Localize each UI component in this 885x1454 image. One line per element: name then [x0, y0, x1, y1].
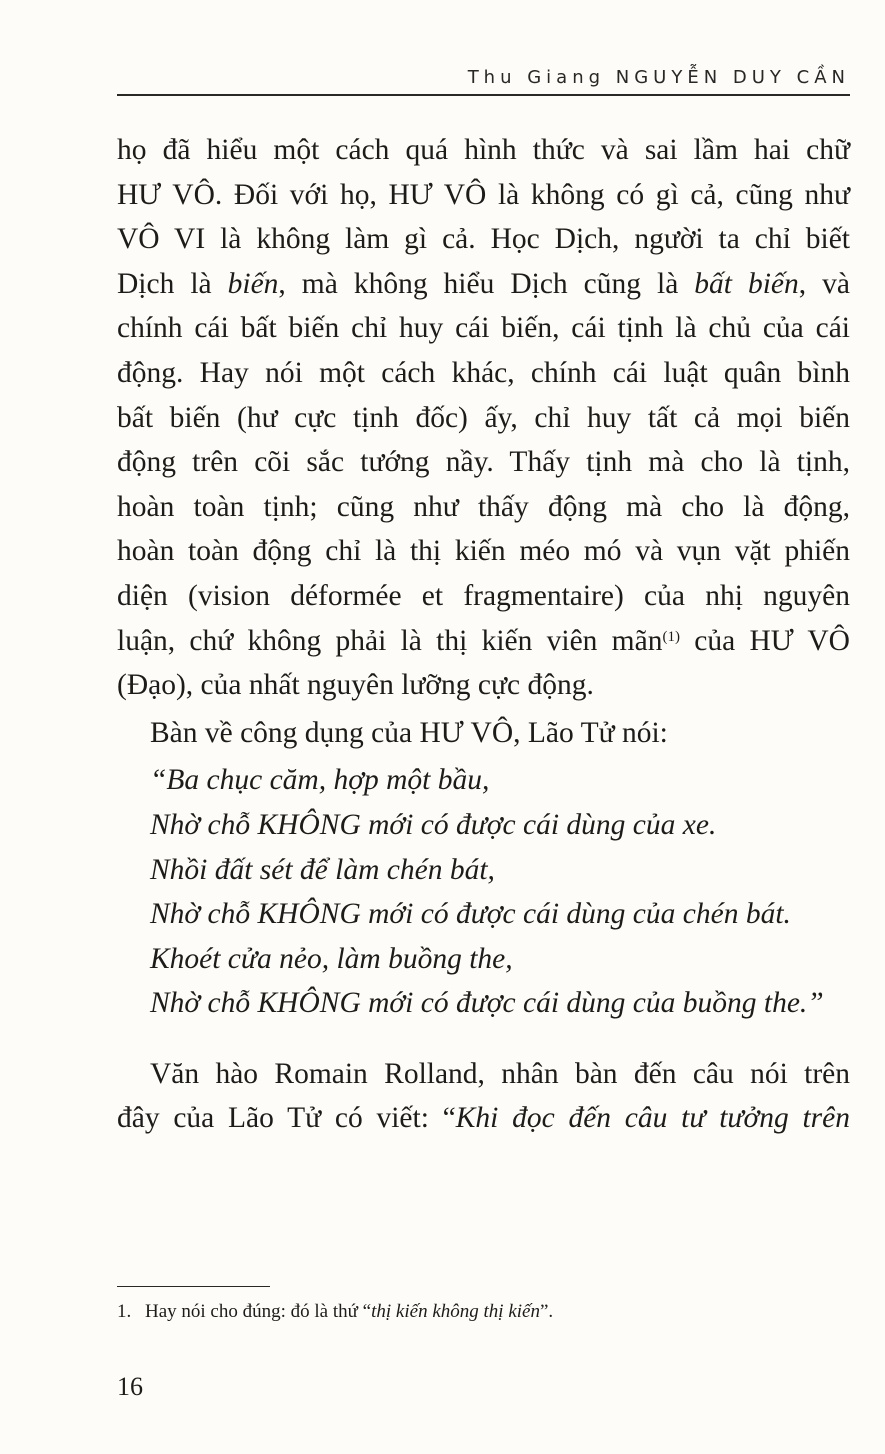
- text-segment: , mà không hiểu Dịch cũng là: [278, 267, 695, 300]
- text-line: [117, 173, 850, 218]
- text-segment: Bàn về công dụng của HƯ VÔ, Lão Tử nói:: [149, 716, 668, 749]
- text-line: [117, 217, 850, 262]
- text-segment: động trên cõi sắc tướng nầy. Thấy tịnh mà cho là tịnh,: [117, 446, 850, 479]
- poem-quote: [117, 758, 850, 1026]
- text-segment: HƯ VÔ. Đối với họ, HƯ VÔ là không có gì cả, cũng như: [117, 178, 850, 211]
- italic-text: Khoét cửa nẻo, làm buồng the,: [149, 942, 513, 975]
- text-segment: VÔ VI là không làm gì cả. Học Dịch, người ta chỉ biết: [117, 223, 850, 256]
- text-segment: bất biến (hư cực tịnh đốc) ấy, chỉ huy tất cả mọi biến: [117, 401, 850, 434]
- text-line: [148, 803, 850, 848]
- text-segment: động. Hay nói một cách khác, chính cái luật quân bình: [117, 356, 850, 389]
- text-segment: của HƯ VÔ: [679, 624, 850, 657]
- text-line: [148, 1052, 850, 1097]
- text-line: [148, 711, 850, 756]
- italic-text: Nhờ chỗ KHÔNG mới có được cái dùng của buồng the.”: [149, 987, 824, 1020]
- text-line: [117, 306, 850, 351]
- text-line: [117, 128, 850, 173]
- text-segment: , và: [798, 267, 850, 300]
- text-segment: (Đạo), của nhất nguyên lưỡng cực động.: [117, 669, 594, 702]
- text-segment: họ đã hiểu một cách quá hình thức và sai lầm hai chữ: [117, 134, 850, 166]
- running-header: [117, 52, 850, 96]
- footnote-italic-text: thị kiến không thị kiến: [371, 1301, 540, 1322]
- text-line: [117, 663, 850, 708]
- text-line: [117, 262, 850, 307]
- text-line: [117, 1096, 850, 1141]
- text-segment: đây của Lão Tử có viết: “: [117, 1102, 456, 1135]
- text-line: [148, 892, 850, 937]
- body-text: [117, 128, 850, 1141]
- running-head-text: Thu Giang NGUYỄN DUY CẦN: [467, 67, 850, 88]
- italic-text: Nhờ chỗ KHÔNG mới có được cái dùng của xe.: [149, 808, 717, 841]
- text-line: [117, 396, 850, 441]
- text-line: [148, 758, 850, 803]
- text-line: [117, 351, 850, 396]
- footnote-text-end: ”.: [539, 1301, 554, 1322]
- text-line: [148, 981, 850, 1026]
- paragraph: [117, 128, 850, 708]
- text-segment: Dịch là: [117, 267, 228, 300]
- text-segment: hoàn toàn tịnh; cũng như thấy động mà cho là động,: [117, 490, 850, 523]
- italic-text: bất biến: [694, 267, 799, 300]
- page-number: 16: [117, 1372, 143, 1401]
- text-line: [117, 485, 850, 530]
- text-line: [117, 529, 850, 574]
- text-segment: diện (vision déformée et fragmentaire) của nhị nguyên: [117, 579, 850, 612]
- text-line: [117, 574, 850, 619]
- italic-text: Nhờ chỗ KHÔNG mới có được cái dùng của chén bát.: [149, 898, 791, 931]
- text-segment: chính cái bất biến chỉ huy cái biến, cái tịnh là chủ của cái: [117, 312, 850, 345]
- text-segment: luận, chứ không phải là thị kiến viên mãn: [117, 624, 663, 657]
- paragraph: [117, 711, 850, 756]
- footnote-number: 1.: [117, 1301, 132, 1322]
- text-line: [117, 440, 850, 485]
- italic-text: “Ba chục căm, hợp một bầu,: [149, 764, 490, 797]
- footnote-divider: [117, 1286, 270, 1287]
- text-segment: Văn hào Romain Rolland, nhân bàn đến câu nói trên: [149, 1057, 850, 1090]
- text-line: [117, 619, 850, 664]
- footnote-reference: (1): [662, 628, 680, 645]
- italic-text: biến: [227, 267, 279, 300]
- italic-text: Khi đọc đến câu tư tưởng trên: [455, 1102, 850, 1135]
- footnote: [117, 1301, 553, 1323]
- italic-text: Nhồi đất sét để làm chén bát,: [149, 853, 495, 886]
- text-line: [148, 937, 850, 982]
- text-line: [148, 848, 850, 893]
- text-segment: hoàn toàn động chỉ là thị kiến méo mó và vụn vặt phiến: [117, 535, 850, 568]
- paragraph: [117, 1052, 850, 1141]
- footnote-text: Hay nói cho đúng: đó là thứ “: [145, 1301, 372, 1322]
